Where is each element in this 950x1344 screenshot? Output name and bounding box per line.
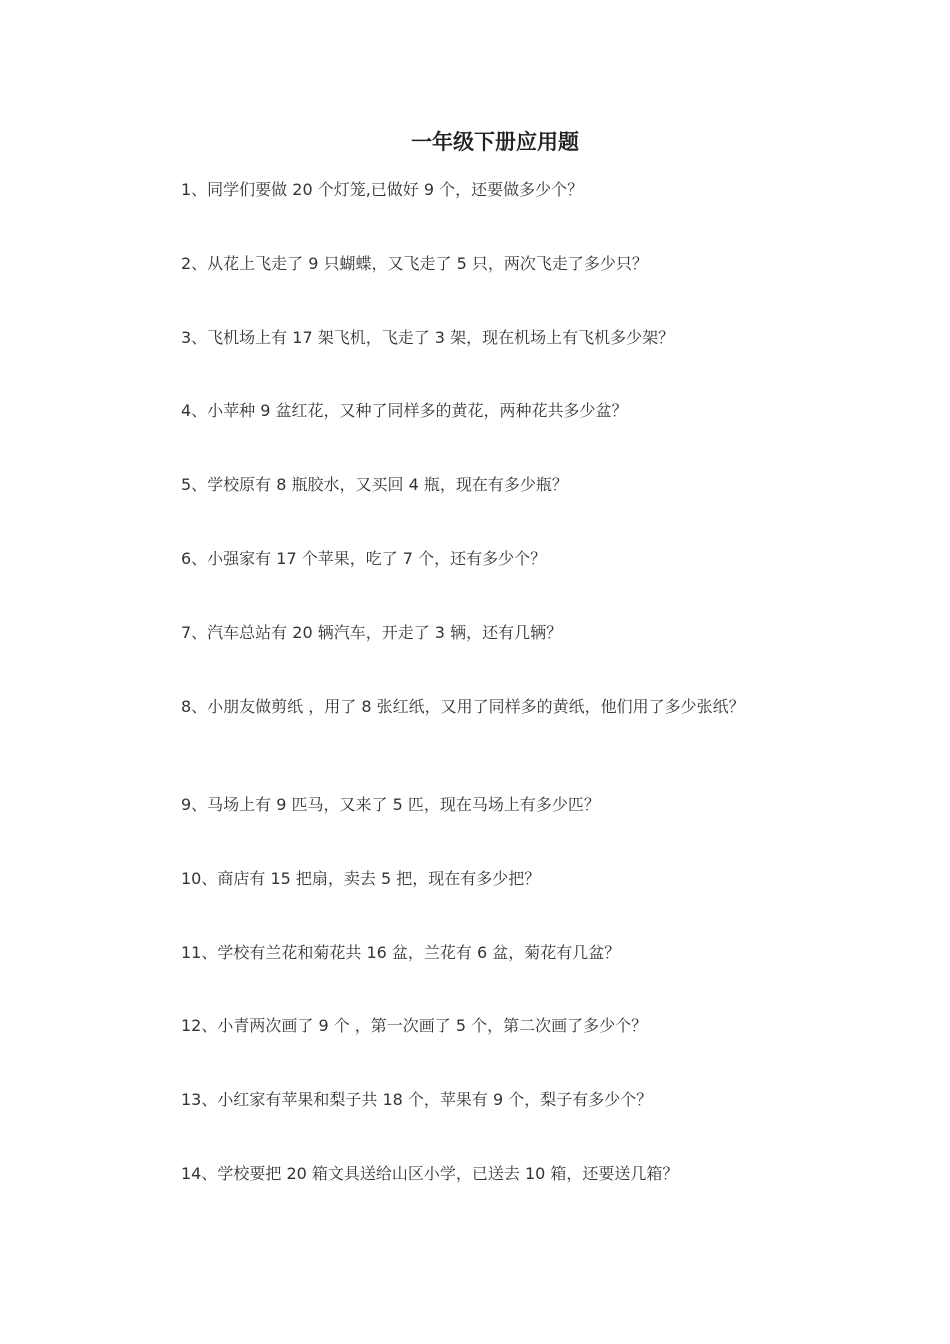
question-6: 6、小强家有 17 个苹果，吃了 7 个，还有多少个？ (181, 549, 547, 568)
question-4: 4、小苹种 9 盆红花，又种了同样多的黄花，两种花共多少盆？ (181, 401, 628, 420)
question-7: 7、汽车总站有 20 辆汽车，开走了 3 辆，还有几辆？ (181, 623, 563, 642)
question-8: 8、小朋友做剪纸 ，用了 8 张红纸，又用了同样多的黄纸，他们用了多少张纸？ (181, 697, 745, 716)
question-5: 5、学校原有 8 瓶胶水，又买回 4 瓶，现在有多少瓶？ (181, 475, 568, 494)
question-11: 11、学校有兰花和菊花共 16 盆，兰花有 6 盆，菊花有几盆？ (181, 943, 621, 962)
question-9: 9、马场上有 9 匹马，又来了 5 匹，现在马场上有多少匹？ (181, 795, 600, 814)
question-14: 14、学校要把 20 箱文具送给山区小学，已送去 10 箱，还要送几箱？ (181, 1164, 679, 1183)
document-title: 一年级下册应用题 (411, 130, 579, 154)
question-12: 12、小青两次画了 9 个 ，第一次画了 5 个，第二次画了多少个？ (181, 1016, 648, 1035)
question-13: 13、小红家有苹果和梨子共 18 个，苹果有 9 个，梨子有多少个？ (181, 1090, 653, 1109)
question-10: 10、商店有 15 把扇，卖去 5 把，现在有多少把？ (181, 869, 541, 888)
question-2: 2、从花上飞走了 9 只蝴蝶，又飞走了 5 只，两次飞走了多少只？ (181, 254, 648, 273)
question-3: 3、飞机场上有 17 架飞机，飞走了 3 架，现在机场上有飞机多少架？ (181, 328, 675, 347)
question-1: 1、同学们要做 20 个灯笼,已做好 9 个，还要做多少个？ (181, 180, 584, 199)
